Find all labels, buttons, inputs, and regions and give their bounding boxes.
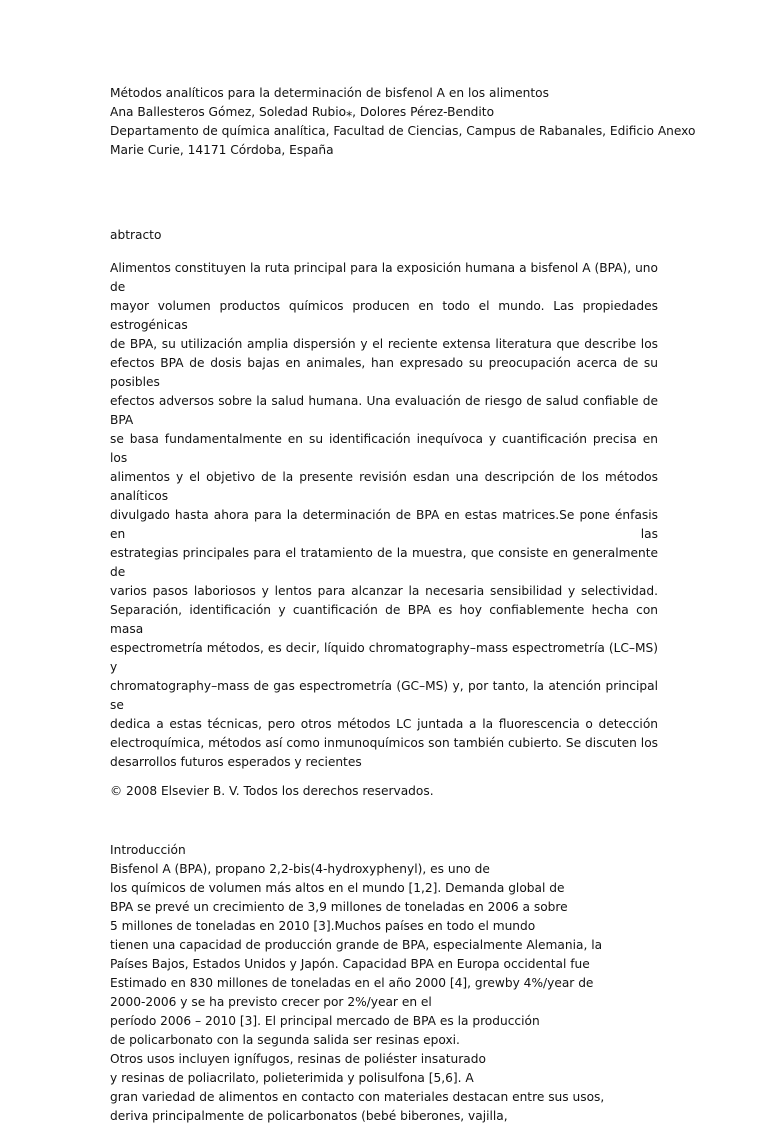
introduction-line: Bisfenol A (BPA), propano 2,2-bis(4-hydroxyphenyl), es uno de (110, 862, 490, 876)
abstract-line: se basa fundamentalmente en su identificación inequívoca y cuantificación precisa en los (110, 432, 658, 465)
introduction-line: deriva principalmente de policarbonatos (bebé biberones, vajilla, (110, 1109, 508, 1123)
introduction-line: de policarbonato con la segunda salida ser resinas epoxi. (110, 1033, 460, 1047)
abstract-line: desarrollos futuros esperados y recientes (110, 755, 362, 769)
copyright-notice: © 2008 Elsevier B. V. Todos los derechos reservados. (110, 784, 434, 798)
abstract-line: dedica a estas técnicas, pero otros métodos LC juntada a la fluorescencia o detección (110, 717, 658, 731)
introduction-line: Países Bajos, Estados Unidos y Japón. Capacidad BPA en Europa occidental fue (110, 957, 590, 971)
article-affiliation-line-2: Marie Curie, 14171 Córdoba, España (110, 143, 334, 157)
abstract-line: varios pasos laboriosos y lentos para alcanzar la necesaria sensibilidad y selectividad. (110, 584, 658, 598)
abstract-heading: abtracto (110, 228, 162, 242)
article-header (110, 84, 696, 160)
introduction-line: gran variedad de alimentos en contacto con materiales destacan entre sus usos, (110, 1090, 605, 1104)
abstract-line: Separación, identificación y cuantificación de BPA es hoy confiablemente hecha con masa (110, 603, 658, 636)
abstract-line: estrategias principales para el tratamiento de la muestra, que consiste en generalmente de (110, 546, 658, 579)
abstract-line: mayor volumen productos químicos producen en todo el mundo. Las propiedades estrogénicas (110, 299, 658, 332)
abstract-line: Alimentos constituyen la ruta principal para la exposición humana a bisfenol A (BPA), uno de (110, 261, 658, 294)
abstract-body (110, 259, 658, 772)
document-page (110, 84, 696, 1126)
introduction-line: Estimado en 830 millones de toneladas en el año 2000 [4], grewby 4%/year de (110, 976, 594, 990)
introduction-line: Otros usos incluyen ignífugos, resinas de poliéster insaturado (110, 1052, 486, 1066)
introduction-line: 2000-2006 y se ha previsto crecer por 2%/year en el (110, 995, 432, 1009)
abstract-line: electroquímica, métodos así como inmunoquímicos son también cubierto. Se discuten los (110, 736, 658, 750)
introduction-section (110, 841, 658, 1126)
article-title: Métodos analíticos para la determinación de bisfenol A en los alimentos (110, 86, 549, 100)
abstract-line: de BPA, su utilización amplia dispersión y el reciente extensa literatura que describe los (110, 337, 658, 351)
introduction-line: 5 millones de toneladas en 2010 [3].Muchos países en todo el mundo (110, 919, 536, 933)
article-affiliation-line-1: Departamento de química analítica, Facultad de Ciencias, Campus de Rabanales, Edificio Anexo (110, 124, 696, 138)
abstract-line: espectrometría métodos, es decir, líquido chromatography–mass espectrometría (LC–MS) y (110, 641, 658, 674)
abstract-line: efectos BPA de dosis bajas en animales, han expresado su preocupación acerca de su posibles (110, 356, 658, 389)
abstract-line: efectos adversos sobre la salud humana. Una evaluación de riesgo de salud confiable de BPA (110, 394, 658, 427)
introduction-line: los químicos de volumen más altos en el mundo [1,2]. Demanda global de (110, 881, 565, 895)
introduction-line: BPA se prevé un crecimiento de 3,9 millones de toneladas en 2006 a sobre (110, 900, 568, 914)
abstract-line: chromatography–mass de gas espectrometría (GC–MS) y, por tanto, la atención principal se (110, 679, 658, 712)
introduction-line: y resinas de poliacrilato, polieterimida y polisulfona [5,6]. A (110, 1071, 474, 1085)
introduction-heading: Introducción (110, 843, 186, 857)
abstract-line: alimentos y el objetivo de la presente revisión esdan una descripción de los métodos analíticos (110, 470, 658, 503)
article-authors: Ana Ballesteros Gómez, Soledad Rubio⁎, Dolores Pérez-Bendito (110, 105, 495, 119)
introduction-line: período 2006 – 2010 [3]. El principal mercado de BPA es la producción (110, 1014, 540, 1028)
introduction-line: tienen una capacidad de producción grande de BPA, especialmente Alemania, la (110, 938, 603, 952)
abstract-line: divulgado hasta ahora para la determinación de BPA en estas matrices.Se pone énfasis en las (110, 508, 658, 541)
